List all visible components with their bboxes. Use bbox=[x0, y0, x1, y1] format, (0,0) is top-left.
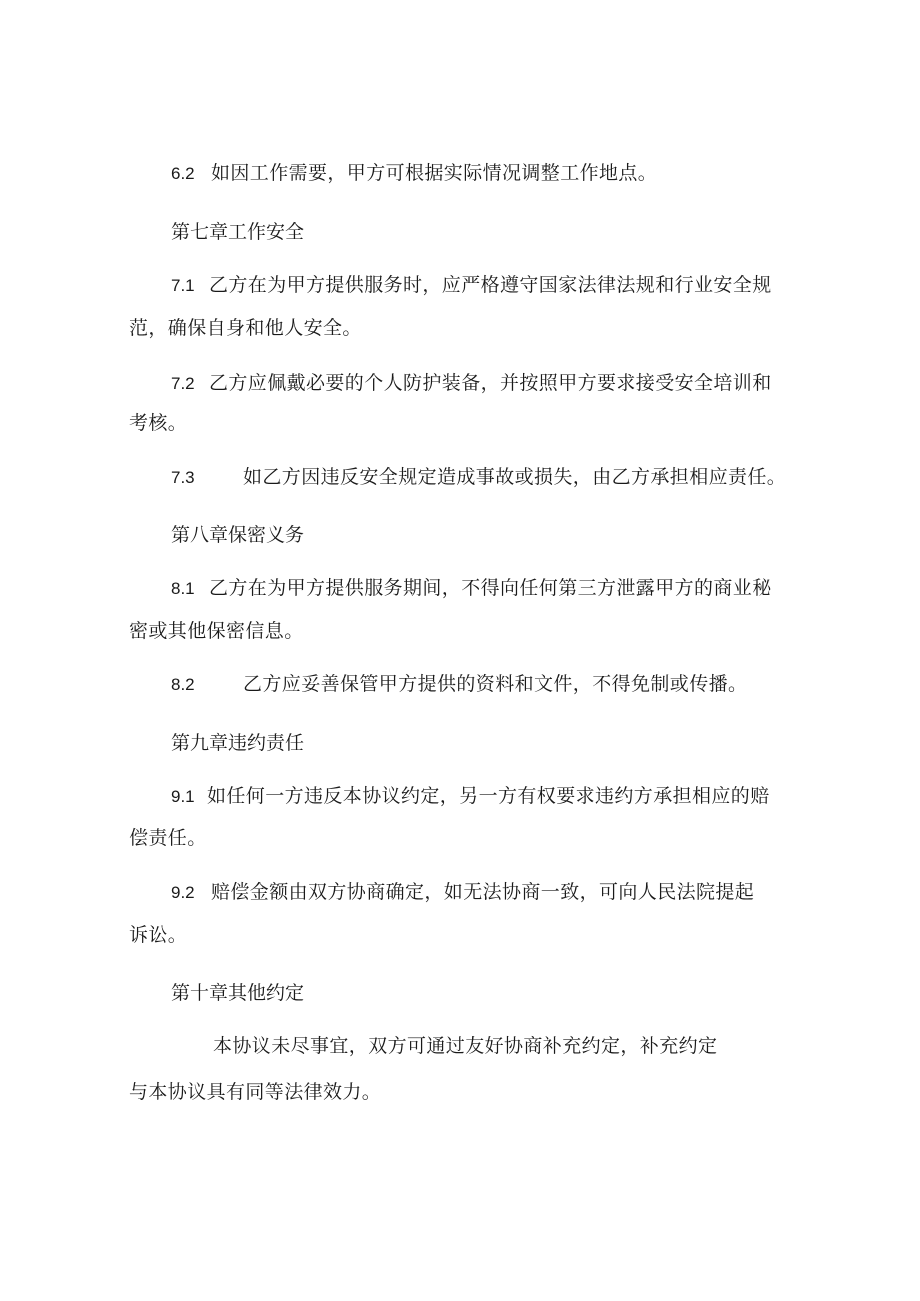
clause-number: 7.2 bbox=[171, 374, 195, 393]
clause-9-2-continuation: 诉讼。 bbox=[129, 924, 188, 946]
clause-number: 9.1 bbox=[171, 787, 195, 806]
paragraph-other-agreements: 本协议未尽事宜，双方可通过友好协商补充约定，补充约定 bbox=[213, 1035, 718, 1057]
clause-8-1 bbox=[171, 576, 772, 601]
clause-number: 9.2 bbox=[171, 883, 195, 902]
clause-number: 7.3 bbox=[171, 468, 195, 487]
clause-text: 赔偿金额由双方协商确定，如无法协商一致，可向人民法院提起 bbox=[211, 881, 755, 903]
clause-number: 8.2 bbox=[171, 675, 195, 694]
clause-number: 8.1 bbox=[171, 579, 195, 598]
clause-number: 7.1 bbox=[171, 276, 195, 295]
clause-8-1-continuation: 密或其他保密信息。 bbox=[129, 620, 304, 642]
clause-text: 乙方应妥善保管甲方提供的资料和文件，不得免制或传播。 bbox=[243, 673, 748, 695]
clause-7-2 bbox=[171, 371, 772, 396]
clause-9-1-continuation: 偿责任。 bbox=[129, 827, 207, 849]
clause-6-2 bbox=[171, 161, 657, 186]
clause-7-2-continuation: 考核。 bbox=[129, 412, 188, 434]
clause-text: 如因工作需要，甲方可根据实际情况调整工作地点。 bbox=[211, 162, 658, 184]
clause-text: 乙方在为甲方提供服务期间，不得向任何第三方泄露甲方的商业秘 bbox=[209, 577, 772, 599]
clause-8-2 bbox=[171, 672, 747, 697]
clause-text: 乙方在为甲方提供服务时，应严格遵守国家法律法规和行业安全规 bbox=[209, 274, 772, 296]
chapter-9-heading: 第九章违约责任 bbox=[171, 732, 305, 754]
clause-7-1 bbox=[171, 273, 772, 298]
clause-text: 如乙方因违反安全规定造成事故或损失，由乙方承担相应责任。 bbox=[243, 466, 787, 488]
paragraph-other-agreements-continuation: 与本协议具有同等法律效力。 bbox=[129, 1081, 382, 1103]
clause-9-1 bbox=[171, 784, 770, 809]
clause-text: 如任何一方违反本协议约定，另一方有权要求违约方承担相应的赔 bbox=[207, 785, 770, 807]
clause-7-3 bbox=[171, 465, 786, 490]
clause-9-2 bbox=[171, 880, 754, 905]
clause-text: 乙方应佩戴必要的个人防护装备，并按照甲方要求接受安全培训和 bbox=[209, 372, 772, 394]
clause-7-1-continuation: 范，确保自身和他人安全。 bbox=[129, 317, 362, 339]
chapter-10-heading: 第十章其他约定 bbox=[171, 982, 305, 1004]
clause-number: 6.2 bbox=[171, 164, 195, 183]
chapter-8-heading: 第八章保密义务 bbox=[171, 524, 305, 546]
chapter-7-heading: 第七章工作安全 bbox=[171, 221, 305, 243]
